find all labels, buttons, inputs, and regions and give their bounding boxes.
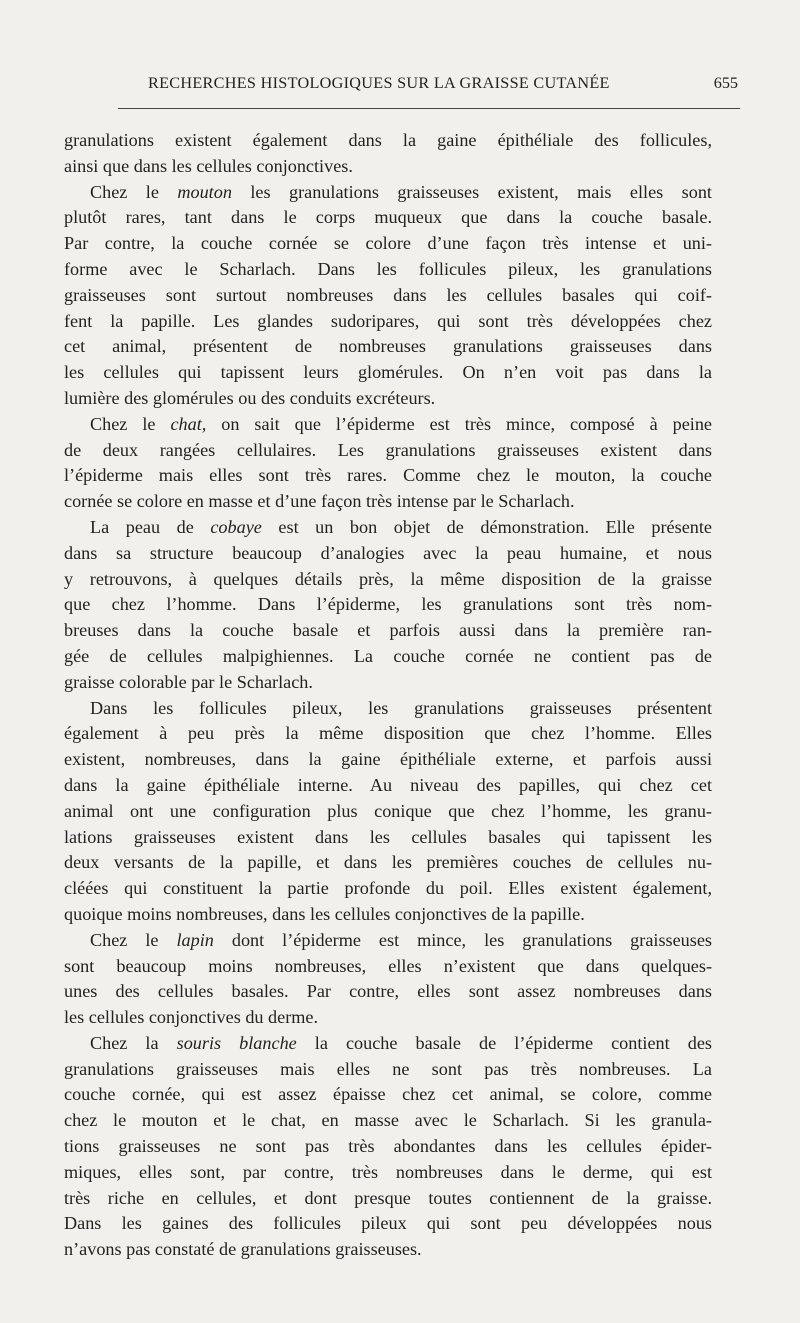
- text-line: unes des cellules basales. Par contre, elles sont assez nombreuses dans: [64, 981, 712, 1002]
- text-line: La peau de cobaye est un bon objet de démonstration. Elle présente: [90, 516, 712, 537]
- italic-species-name: chat,: [170, 413, 207, 434]
- text-line: Dans les follicules pileux, les granulations graisseuses présentent: [90, 697, 712, 718]
- text-line: cléées qui constituent la partie profonde du poil. Elles existent également,: [64, 878, 712, 899]
- text-line: n’avons pas constaté de granulations graisseuses.: [64, 1239, 422, 1260]
- text-line: y retrouvons, à quelques détails près, la même disposition de la graisse: [64, 568, 712, 589]
- text-line: chez le mouton et le chat, en masse avec le Scharlach. Si les granula-: [64, 1110, 712, 1131]
- text-line: animal ont une configuration plus conique que chez l’homme, les granu-: [64, 800, 712, 821]
- text-line: également à peu près la même disposition que chez l’homme. Elles: [64, 723, 712, 744]
- text-line: graisse colorable par le Scharlach.: [64, 671, 313, 692]
- italic-species-name: cobaye: [210, 516, 262, 537]
- text-line: existent, nombreuses, dans la gaine épithéliale externe, et parfois aussi: [64, 749, 712, 770]
- page-header: [118, 74, 740, 109]
- running-title: RECHERCHES HISTOLOGIQUES SUR LA GRAISSE CUTANÉE: [148, 74, 610, 92]
- text-line: Dans les gaines des follicules pileux qui sont peu développées nous: [64, 1213, 712, 1234]
- text-line: ainsi que dans les cellules conjonctives.: [64, 155, 353, 176]
- text-line: cet animal, présentent de nombreuses granulations graisseuses dans: [64, 336, 712, 357]
- text-line: miques, elles sont, par contre, très nombreuses dans le derme, qui est: [64, 1161, 712, 1182]
- text-line: deux versants de la papille, et dans les premières couches de cellules nu-: [64, 852, 712, 873]
- text-line: Chez le mouton les granulations graisseuses existent, mais elles sont: [90, 181, 712, 202]
- page-number: 655: [713, 74, 738, 92]
- text-line: l’épiderme mais elles sont très rares. Comme chez le mouton, la couche: [64, 465, 712, 486]
- text-line: forme avec le Scharlach. Dans les follicules pileux, les granulations: [64, 258, 712, 279]
- text-line: plutôt rares, tant dans le corps muqueux que dans la couche basale.: [64, 207, 712, 228]
- text-line: graisseuses sont surtout nombreuses dans les cellules basales qui coif-: [64, 284, 712, 305]
- text-line: quoique moins nombreuses, dans les cellules conjonctives de la papille.: [64, 903, 585, 924]
- text-line: fent la papille. Les glandes sudoripares, qui sont très développées chez: [64, 310, 712, 331]
- italic-species-name: souris blanche: [176, 1032, 297, 1053]
- text-line: granulations graisseuses mais elles ne sont pas très nombreuses. La: [64, 1058, 712, 1079]
- text-line: que chez l’homme. Dans l’épiderme, les granulations sont très nom-: [64, 594, 712, 615]
- text-line: sont beaucoup moins nombreuses, elles n’existent que dans quelques-: [64, 955, 712, 976]
- text-line: breuses dans la couche basale et parfois aussi dans la première ran-: [64, 620, 712, 641]
- text-line: lumière des glomérules ou des conduits excréteurs.: [64, 387, 436, 408]
- text-line: les cellules conjonctives du derme.: [64, 1007, 319, 1028]
- text-line: Chez la souris blanche la couche basale de l’épiderme contient des: [90, 1032, 712, 1053]
- text-line: les cellules qui tapissent leurs glomérules. On n’en voit pas dans la: [64, 362, 712, 383]
- text-line: Chez le chat, on sait que l’épiderme est très mince, composé à peine: [90, 413, 712, 434]
- text-line: dans la gaine épithéliale interne. Au niveau des papilles, qui chez cet: [64, 774, 712, 795]
- text-line: couche cornée, qui est assez épaisse chez cet animal, se colore, comme: [64, 1084, 712, 1105]
- text-line: Chez le lapin dont l’épiderme est mince, les granulations graisseuses: [90, 929, 712, 950]
- text-line: dans sa structure beaucoup d’analogies avec la peau humaine, et nous: [64, 542, 712, 563]
- text-line: gée de cellules malpighiennes. La couche cornée ne contient pas de: [64, 645, 712, 666]
- text-line: cornée se colore en masse et d’une façon très intense par le Scharlach.: [64, 491, 575, 512]
- text-line: Par contre, la couche cornée se colore d’une façon très intense et uni-: [64, 233, 712, 254]
- italic-species-name: mouton: [177, 181, 232, 202]
- text-line: de deux rangées cellulaires. Les granulations graisseuses existent dans: [64, 439, 712, 460]
- text-line: très riche en cellules, et dont presque toutes contiennent de la graisse.: [64, 1187, 712, 1208]
- body-text: [64, 128, 712, 1263]
- italic-species-name: lapin: [176, 929, 214, 950]
- text-line: granulations existent également dans la gaine épithéliale des follicules,: [64, 130, 712, 150]
- text-line: lations graisseuses existent dans les cellules basales qui tapissent les: [64, 826, 712, 847]
- text-line: tions graisseuses ne sont pas très abondantes dans les cellules épider-: [64, 1136, 712, 1157]
